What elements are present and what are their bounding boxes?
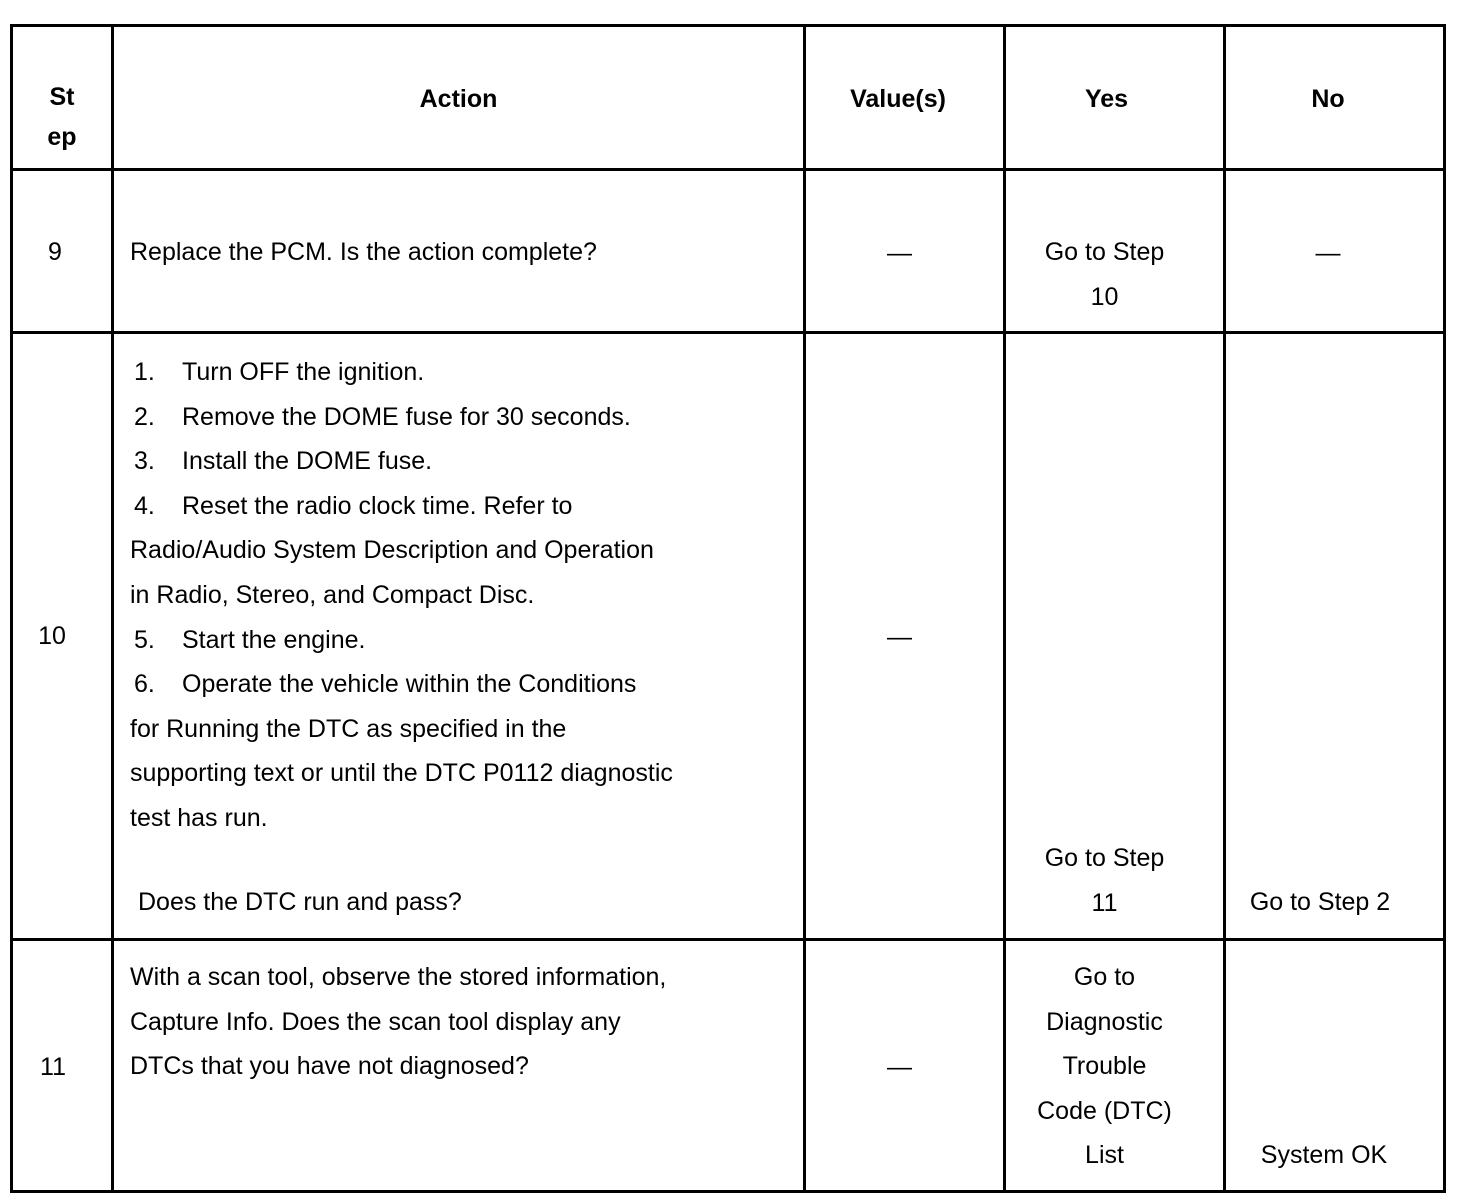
row10-item-5	[130, 618, 795, 663]
table-border-right	[1443, 24, 1446, 1193]
row10-item-1	[130, 350, 795, 395]
row10-item-6-cont2: supporting text or until the DTC P0112 diagnostic	[130, 759, 673, 788]
row10-item-3-num: 3.	[134, 447, 155, 476]
row11-step-number: 11	[40, 1053, 66, 1081]
row9-step	[10, 230, 100, 275]
row9-yes-line2: 10	[1090, 282, 1119, 311]
row9-yes	[1003, 230, 1206, 319]
header-action	[111, 77, 806, 122]
header-yes-label: Yes	[1084, 85, 1129, 113]
table-divider-col-action	[803, 24, 806, 1193]
table-divider-header	[10, 168, 1446, 171]
table-divider-col-step	[111, 24, 114, 1193]
row11-yes-line5: List	[1085, 1141, 1124, 1170]
row11-no-text: System OK	[1260, 1141, 1388, 1169]
row10-values-text: —	[887, 623, 912, 651]
row10-item-4-cont1: Radio/Audio System Description and Operation	[130, 536, 654, 565]
row9-no	[1223, 231, 1433, 276]
table-border-bottom	[10, 1190, 1446, 1193]
row9-values	[803, 231, 996, 276]
row10-item-4-cont2: in Radio, Stereo, and Compact Disc.	[130, 580, 535, 609]
row10-item-6-text: Operate the vehicle within the Conditions	[182, 670, 637, 699]
row10-item-1-text: Turn OFF the ignition.	[182, 358, 425, 386]
header-action-label: Action	[419, 85, 498, 113]
row11-action-line2: Capture Info. Does the scan tool display any	[130, 1007, 621, 1036]
row10-item-4-num: 4.	[134, 491, 155, 520]
row11-yes-line3: Trouble	[1062, 1052, 1147, 1081]
row10-no-text: Go to Step 2	[1249, 888, 1391, 916]
row11-step	[10, 1045, 96, 1090]
table-border-top	[10, 24, 1446, 27]
row9-yes-line1: Go to Step	[1044, 238, 1165, 266]
row9-action	[130, 230, 790, 275]
row10-item-2	[130, 395, 795, 440]
row10-item-4-text: Reset the radio clock time. Refer to	[182, 491, 573, 520]
row11-yes-line4: Code (DTC)	[1037, 1096, 1172, 1125]
row9-values-text: —	[887, 239, 912, 267]
row10-question	[138, 880, 738, 925]
header-no-label: No	[1311, 85, 1345, 113]
row10-item-5-num: 5.	[134, 625, 155, 654]
row11-values	[803, 1045, 996, 1090]
header-values-label: Value(s)	[850, 85, 946, 113]
row10-item-4	[130, 484, 795, 529]
header-yes	[1003, 77, 1210, 122]
row9-action-text: Replace the PCM. Is the action complete?	[130, 238, 597, 266]
row11-yes-line1: Go to	[1073, 963, 1136, 991]
row10-values	[803, 615, 996, 660]
row11-yes-line2: Diagnostic	[1046, 1007, 1163, 1036]
row10-action	[130, 350, 795, 841]
row9-step-number: 9	[48, 238, 62, 266]
row11-action-line1: With a scan tool, observe the stored information,	[130, 963, 667, 991]
table-border-left	[10, 24, 13, 1193]
row10-no	[1223, 880, 1417, 925]
row10-item-2-num: 2.	[134, 402, 155, 431]
header-values	[803, 77, 993, 122]
row10-yes-line1: Go to Step	[1044, 844, 1165, 872]
table-divider-row-9	[10, 331, 1446, 334]
row11-action-line3: DTCs that you have not diagnosed?	[130, 1052, 529, 1081]
table-divider-col-yes	[1223, 24, 1226, 1193]
row10-item-6-cont1: for Running the DTC as specified in the	[130, 714, 567, 743]
row10-item-5-text: Start the engine.	[182, 625, 366, 654]
row10-item-6-num: 6.	[134, 670, 155, 699]
row9-no-text: —	[1315, 239, 1341, 267]
row10-item-2-text: Remove the DOME fuse for 30 seconds.	[182, 402, 631, 431]
row10-item-1-num: 1.	[134, 358, 155, 386]
row10-item-6	[130, 662, 795, 707]
row11-yes	[1003, 955, 1206, 1178]
row11-action	[130, 955, 795, 1089]
header-step-line1: St	[49, 83, 75, 111]
row11-no	[1223, 1133, 1425, 1178]
row10-item-3-text: Install the DOME fuse.	[182, 447, 433, 476]
row10-yes-line2: 11	[1091, 888, 1118, 917]
row10-step-number: 10	[38, 622, 66, 650]
row10-item-6-cont3: test has run.	[130, 803, 268, 832]
row11-values-text: —	[887, 1053, 912, 1081]
header-step	[10, 77, 114, 157]
row10-step	[10, 614, 94, 659]
row10-yes	[1003, 836, 1206, 925]
header-step-line2: ep	[47, 123, 77, 151]
table-divider-row-10	[10, 938, 1446, 941]
header-no	[1223, 77, 1433, 122]
row10-item-3	[130, 439, 795, 484]
row10-question-text: Does the DTC run and pass?	[138, 888, 462, 916]
